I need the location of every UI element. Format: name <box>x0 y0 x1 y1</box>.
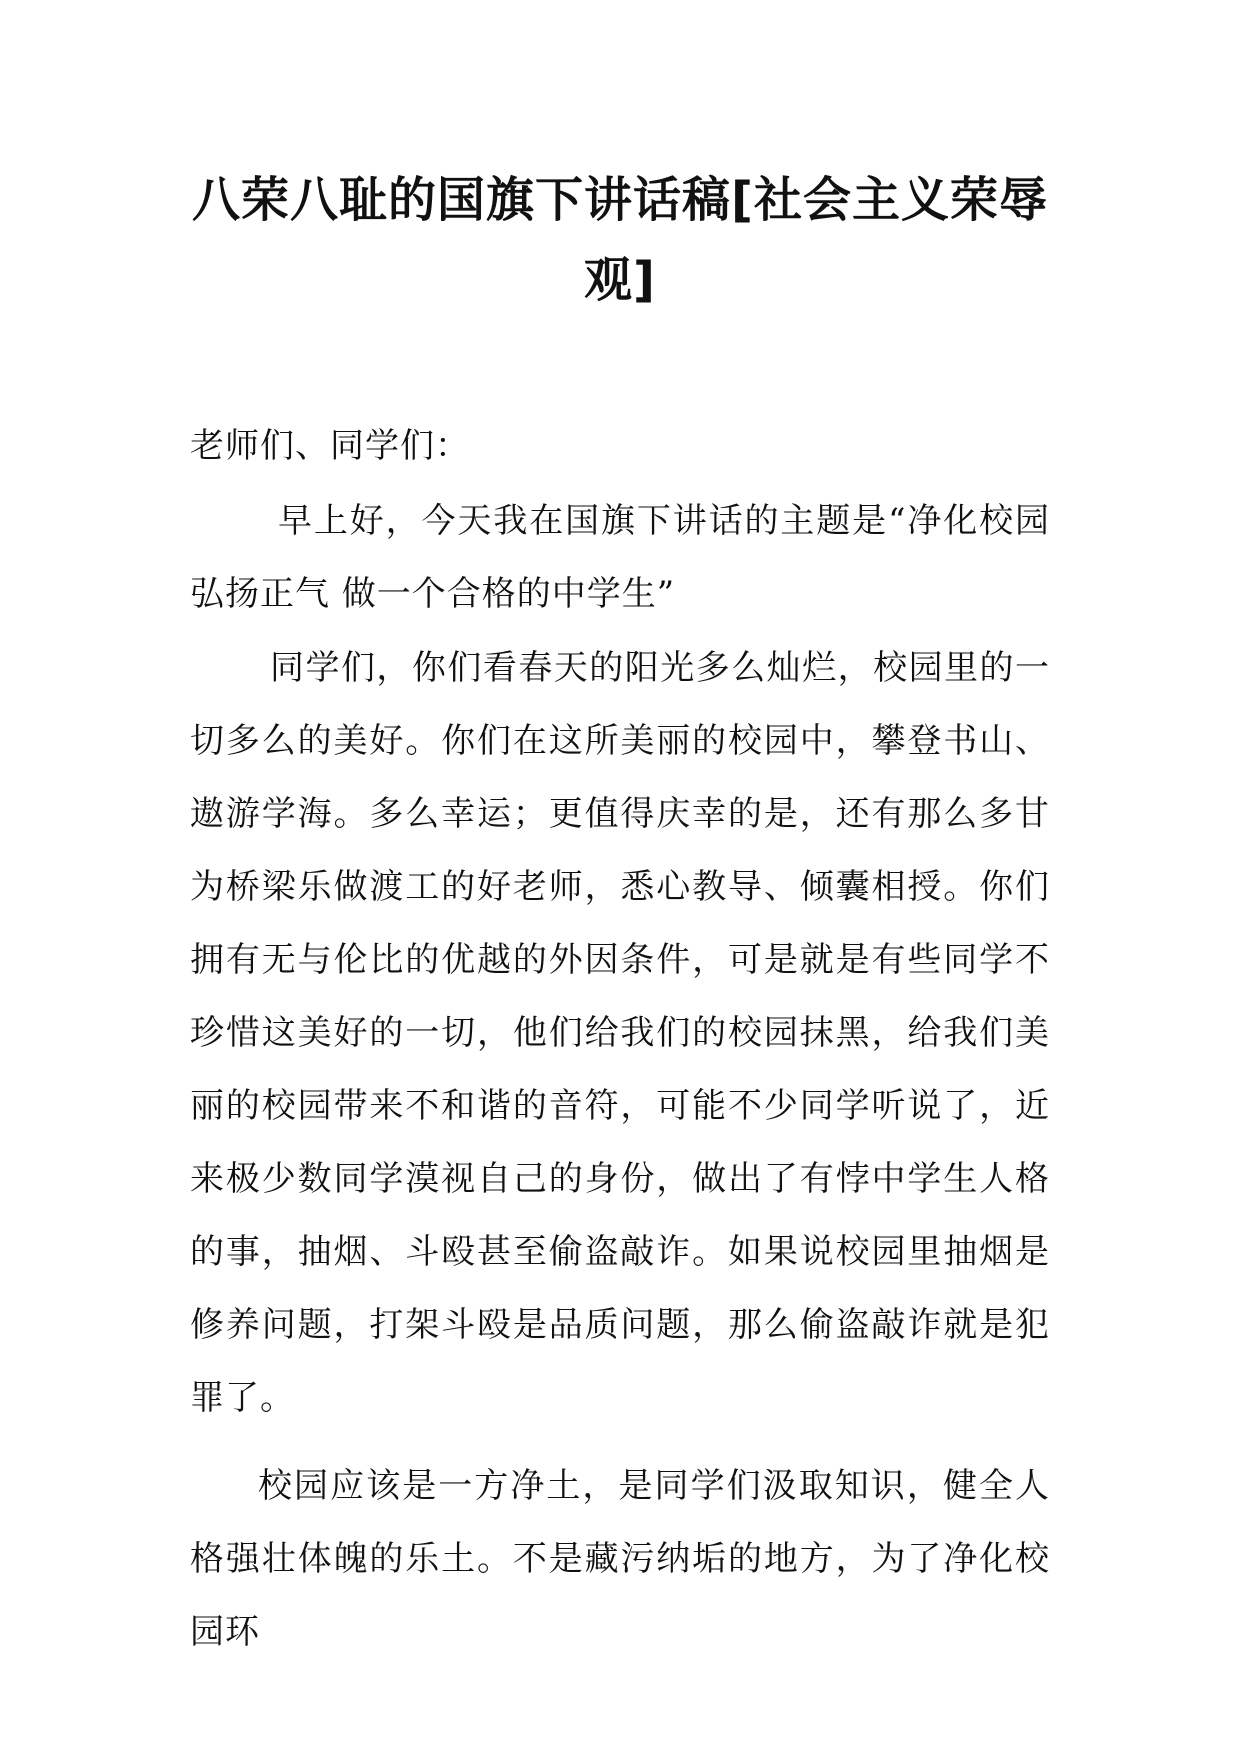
paragraph-2: 同学们，你们看春天的阳光多么灿烂，校园里的一切多么的美好。你们在这所美丽的校园中，攀登书山、遨游学海。多么幸运；更值得庆幸的是，还有那么多甘为桥梁乐做渡工的好老师，悉心教导、倾囊相授。你们拥有无与伦比的优越的外因条件，可是就是有些同学不珍惜这美好的一切，他们给我们的校园抹黑，给我们美丽的校园带来不和谐的音符，可能不少同学听说了，近来极少数同学漠视自己的身份，做出了有悖中学生人格的事，抽烟、斗殴甚至偷盗敲诈。如果说校园里抽烟是修养问题，打架斗殴是品质问题，那么偷盗敲诈就是犯罪了。 <box>190 648 1050 1418</box>
salutation: 老师们、同学们： <box>190 426 470 466</box>
paragraph-1: 早上好，今天我在国旗下讲话的主题是“净化校园弘扬正气 做一个合格的中学生” <box>190 501 1050 614</box>
page-title: 八荣八耻的国旗下讲话稿[社会主义荣辱观] <box>192 172 1048 308</box>
paragraph-3: 校园应该是一方净土，是同学们汲取知识，健全人格强壮体魄的乐土。不是藏污纳垢的地方，为了净化校园环 <box>190 1466 1050 1652</box>
